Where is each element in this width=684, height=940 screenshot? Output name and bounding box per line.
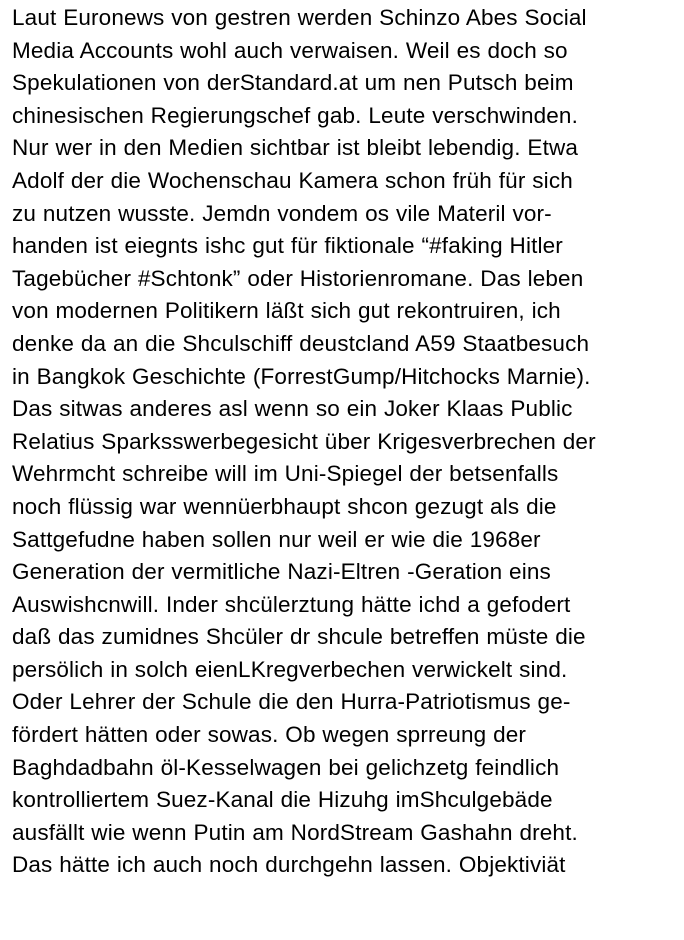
text-line: Nur wer in den Medien sichtbar ist bleibt lebendig. Etwa [12, 135, 579, 161]
text-line: kontrolliertem Suez-Kanal die Hizuhg imShculgebäde [12, 787, 553, 813]
text-line: Sattgefudne haben sollen nur weil er wie die 1968er [12, 526, 541, 552]
text-line: Media Accounts wohl auch verwaisen. Weil es doch so [12, 37, 568, 63]
text-line: chinesischen Regierungschef gab. Leute verschwinden. [12, 102, 578, 128]
text-line: Auswishcnwill. Inder shcülerztung hätte ichd a gefodert [12, 591, 571, 617]
text-line: Wehrmcht schreibe will im Uni-Spiegel der betsenfalls [12, 461, 559, 487]
text-line: Baghdadbahn öl-Kesselwagen bei gelichzetg feindlich [12, 754, 560, 780]
text-line: noch flüssig war wennüerbhaupt shcon gezugt als die [12, 493, 557, 519]
text-line: in Bangkok Geschichte (ForrestGump/Hitchocks Marnie). [12, 363, 591, 389]
text-line: von modernen Politikern läßt sich gut rekontruiren, ich [12, 298, 561, 324]
text-line: Relatius Sparksswerbegesicht über Krigesverbrechen der [12, 428, 596, 454]
text-line: Tagebücher #Schtonk” oder Historienromane. Das leben [12, 265, 584, 291]
text-line: ausfällt wie wenn Putin am NordStream Gashahn dreht. [12, 819, 578, 845]
text-line: Das sitwas anderes asl wenn so ein Joker Klaas Public [12, 396, 573, 422]
text-line: denke da an die Shculschiff deustcland A59 Staatbesuch [12, 330, 590, 356]
text-line: handen ist eiegnts ishc gut für fiktionale “#faking Hitler [12, 233, 563, 259]
text-line: daß das zumidnes Shcüler dr shcule betreffen müste die [12, 624, 586, 650]
document-body-text [12, 2, 680, 882]
text-line: Oder Lehrer der Schule die den Hurra-Patriotismus ge- [12, 689, 571, 715]
text-line: Laut Euronews von gestren werden Schinzo Abes Social [12, 5, 587, 30]
text-line: Spekulationen von derStandard.at um nen Putsch beim [12, 70, 574, 96]
text-line: persölich in solch eienLKregverbechen verwickelt sind. [12, 656, 568, 682]
text-line: Adolf der die Wochenschau Kamera schon früh für sich [12, 167, 573, 193]
text-line: fördert hätten oder sowas. Ob wegen sprreung der [12, 722, 527, 748]
text-line: zu nutzen wusste. Jemdn vondem os vile Materil vor- [12, 200, 552, 226]
text-line: Das hätte ich auch noch durchgehn lassen. Objektiviät [12, 852, 566, 878]
text-line: Generation der vermitliche Nazi-Eltren -Geration eins [12, 559, 551, 585]
